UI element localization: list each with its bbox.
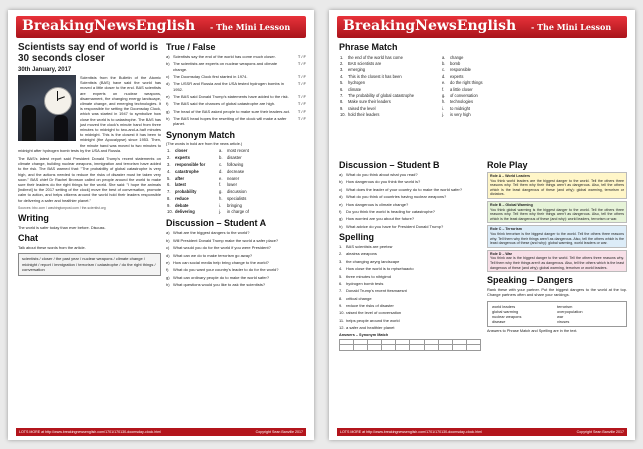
- discussion-question: [166, 230, 306, 235]
- question-letter: e): [166, 259, 170, 265]
- brand-subtitle: - The Mini Lesson: [210, 22, 291, 32]
- phrase-start: the end of the world has come: [348, 54, 403, 60]
- true-false-choice: T / F: [297, 81, 306, 87]
- spelling-item: [339, 318, 481, 323]
- phrase-start: Make sure their leaders: [348, 99, 391, 105]
- phrase-start: This is the closest it has been: [348, 73, 402, 79]
- item-number: 7.: [339, 288, 343, 294]
- article-column: [18, 42, 161, 426]
- item-letter: h): [166, 116, 170, 122]
- phrase-end: of conversation: [450, 92, 478, 98]
- dangers-instruction: Rank these with your partner. Put the biggest dangers to the world at the top. Change partners often and share your rankings.: [487, 287, 627, 298]
- chat-intro: Talk about these words from the article.: [18, 245, 86, 251]
- answers-grid: [339, 339, 481, 352]
- item-number: 1.: [339, 243, 343, 249]
- question-letter: c): [166, 245, 170, 251]
- synonym-table: [166, 148, 306, 216]
- article-date: 30th January, 2017: [18, 67, 72, 73]
- article-paragraph: The BAS's latest report said President Donald Trump's recent statements on climate change, building nuclear weapons, immigration and terrorism have added to the risk. The BAS warned that: "The probability of global catastrophe is very high, and the actions needed to reduce the risks of disaster must be taken very soon." BAS chief Dr Rachel Bronson called on people around the world to make sure their leaders do the right things for the world. She said: "I hope the animals [indirect] to the 2017 setting of the clock] move the best of conversation, promote calm to action, and helps citizens around the world hold their leaders responsible for delivering a safer and healthier planet.": [18, 156, 161, 203]
- spelling-item: [339, 325, 481, 330]
- exercise-column: [166, 42, 306, 426]
- question-text: Do you think the world is heading for catastrophe?: [346, 208, 435, 214]
- question-letter: g): [166, 274, 170, 280]
- spelling-item: [339, 266, 481, 271]
- phrase-start: hydrogen: [348, 80, 366, 86]
- discussion-question: [339, 209, 481, 214]
- true-false-item: [166, 81, 306, 91]
- question-letter: e): [339, 201, 343, 207]
- item-text: The BAS head hopes the resetting of the clock will make a safer planet.: [173, 116, 287, 127]
- spelling-text: BAS scientists are peetxsr: [346, 243, 393, 249]
- item-letter: f): [166, 101, 169, 107]
- discussion-question: [166, 260, 306, 265]
- danger-item: disease: [492, 318, 506, 324]
- item-letter: b): [166, 61, 170, 67]
- row-letter: h.: [442, 99, 446, 105]
- row-number: 5.: [340, 80, 344, 86]
- role-title: Role A – World Leaders: [490, 174, 531, 178]
- item-text: The USSR and Russia and the USA tested hydrogen bombs in 1952.: [173, 81, 284, 92]
- phrase-start: hold their leaders: [348, 112, 380, 118]
- synonym-match-heading: Synonym Match: [166, 129, 236, 140]
- synonym-word: after: [175, 175, 185, 181]
- item-text: The scientists are experts on nuclear weapons and climate change.: [173, 61, 278, 72]
- true-false-choice: T / F: [297, 54, 306, 59]
- row-number: 6.: [340, 86, 344, 92]
- synonym-word: debate: [175, 202, 189, 208]
- brand-subtitle: - The Mini Lesson: [531, 22, 612, 32]
- question-letter: b): [339, 179, 343, 185]
- item-number: 2.: [339, 251, 343, 257]
- item-number: 3.: [339, 258, 343, 264]
- row-number: 7.: [167, 189, 171, 195]
- question-text: How dangerous do you think the world is?: [346, 179, 421, 185]
- row-number: 4.: [340, 73, 344, 79]
- true-false-choice: T / F: [297, 101, 306, 107]
- phrase-match-row: [339, 111, 627, 117]
- synonym-word: catastrophe: [175, 168, 199, 174]
- row-letter: d.: [442, 73, 446, 79]
- spelling-heading: Spelling: [339, 231, 375, 242]
- synonym-row: [166, 181, 306, 188]
- lesson-page-1: [8, 10, 314, 440]
- row-letter: g.: [219, 189, 223, 195]
- item-number: 10.: [339, 310, 345, 316]
- item-number: 8.: [339, 295, 343, 301]
- spelling-text: reduce the risks of disaster: [346, 303, 394, 309]
- row-number: 5.: [167, 175, 171, 181]
- doomsday-clock-icon: [44, 87, 72, 115]
- role-card: [487, 172, 627, 199]
- item-letter: d): [166, 81, 170, 87]
- spelling-item: [339, 288, 481, 293]
- chat-word-box: scientists / closer / the past year / nuclear weapons / climate change / midnight / report / immigration / terrorism / catastrophe / do the right things / conversation: [18, 253, 161, 275]
- danger-item: global warming: [492, 308, 519, 314]
- synonym-instruction: (The words in bold are from the news article.): [166, 141, 243, 146]
- phrase-end: is very high: [450, 112, 471, 118]
- spelling-text: three minutes to nihtgimd: [346, 273, 391, 279]
- question-letter: a): [339, 172, 343, 177]
- role-text: You think global warming is the biggest danger to the world. Tell the others three reasons why. Tell them why their things aren't as dangerous. Also, tell the others which is the least dangerous of these (and why): world leaders, terrorism or war.: [490, 207, 624, 221]
- synonym-row: [166, 161, 306, 168]
- synonym-word: experts: [175, 155, 190, 161]
- row-number: 6.: [167, 182, 171, 188]
- row-number: 9.: [340, 105, 344, 111]
- lesson-page-2: [329, 10, 635, 440]
- spelling-text: hydrogen bomb tests: [346, 280, 384, 286]
- phrase-match-section: [339, 42, 627, 148]
- dangers-box: [487, 301, 627, 327]
- role-card: [487, 250, 627, 272]
- item-number: 6.: [339, 280, 343, 286]
- role-cards: [487, 172, 627, 272]
- phrase-start: raised the level: [348, 105, 376, 111]
- spelling-text: How close the world is to rrptsehaacto: [346, 266, 414, 272]
- question-text: What can ordinary people do to make the world safer?: [173, 274, 270, 280]
- danger-item: terrorism: [557, 303, 573, 309]
- spelling-item: [339, 303, 481, 308]
- row-letter: c.: [219, 162, 223, 167]
- synonym-option: nearer: [227, 175, 240, 181]
- dangers-footer: Answers to Phrase Match and Spelling are in the text.: [487, 328, 578, 333]
- spelling-item: [339, 310, 481, 315]
- row-letter: b.: [219, 155, 223, 161]
- spelling-text: the changing aeyrg landscape: [346, 258, 400, 264]
- discussion-question: [166, 275, 306, 280]
- question-text: How can social media help bring change to the world?: [173, 259, 269, 265]
- phrase-end: bomb: [450, 61, 461, 67]
- synonym-word: reduce: [175, 195, 189, 201]
- discussion-a-list: [166, 230, 306, 287]
- danger-item: nuclear weapons: [492, 313, 522, 319]
- question-letter: d): [166, 252, 170, 258]
- phrase-match-heading: Phrase Match: [339, 42, 398, 52]
- question-text: What can we do to make terrorism go away?: [173, 252, 253, 258]
- question-text: What do you think of countries having nuclear weapons?: [346, 194, 447, 200]
- row-number: 10.: [340, 112, 346, 118]
- synonym-row: [166, 175, 306, 182]
- spelling-item: [339, 296, 481, 301]
- danger-item: war: [557, 313, 564, 319]
- footer-copyright: Copyright Sean Banville 2017: [255, 430, 303, 434]
- spelling-text: Donald Trump's recent ttesmaesnt: [346, 288, 407, 294]
- true-false-choice: T / F: [297, 73, 306, 79]
- row-letter: j.: [442, 112, 445, 118]
- item-text: The BAS said the chances of global catastrophe are high.: [173, 101, 276, 107]
- phrase-end: to midnight: [450, 105, 471, 111]
- discussion-question: [339, 194, 481, 199]
- row-letter: e.: [219, 175, 223, 181]
- synonym-row: [166, 188, 306, 195]
- row-number: 8.: [340, 99, 344, 105]
- item-text: Scientists say the end of the world has come much closer.: [173, 54, 276, 59]
- item-text: The BAS said Donald Trump's statements have added to the risk.: [173, 93, 289, 99]
- item-letter: a): [166, 54, 170, 59]
- danger-item: overpopulation: [557, 308, 583, 314]
- synonym-row: [166, 202, 306, 209]
- role-title: Role B – Global Warming: [490, 202, 533, 207]
- true-false-choice: T / F: [297, 116, 306, 122]
- synonym-row: [166, 154, 306, 161]
- phrase-end: responsible: [450, 67, 471, 73]
- discussion-question: [166, 267, 306, 272]
- synonym-word: closer: [175, 148, 188, 154]
- true-false-choice: T / F: [297, 61, 306, 67]
- spelling-text: raised the level of conversation: [346, 310, 402, 316]
- spelling-text: critical change: [346, 295, 372, 301]
- true-false-choice: T / F: [297, 93, 306, 99]
- role-card: [487, 201, 627, 223]
- spelling-text: aleairss weapons: [346, 251, 377, 257]
- true-false-heading: True / False: [166, 42, 216, 52]
- chat-heading: Chat: [18, 233, 38, 244]
- synonym-row: [166, 168, 306, 175]
- synonym-option: disaster: [227, 155, 242, 161]
- item-number: 12.: [339, 325, 345, 331]
- spelling-text: a safer and healthier planet: [346, 325, 395, 331]
- item-text: The head of the BAS asked people to make sure their leaders act.: [173, 108, 290, 114]
- row-letter: e.: [442, 80, 446, 86]
- discussion-question: [166, 253, 306, 258]
- footer-link[interactable]: LOTS MORE at http://www.breakingnewsenglish.com/1701/170130-doomsday-clock.html: [19, 430, 162, 434]
- danger-item: viruses: [557, 318, 570, 324]
- synonym-option: discussion: [227, 189, 247, 195]
- row-letter: i.: [219, 202, 222, 208]
- question-text: Will President Donald Trump make the world a safer place?: [173, 237, 279, 243]
- brand-title: BreakingNewsEnglish: [22, 18, 196, 34]
- item-number: 4.: [339, 266, 343, 272]
- synonym-word: responsible for: [175, 162, 206, 167]
- spelling-item: [339, 281, 481, 286]
- role-title: Role D – War: [490, 251, 513, 256]
- row-letter: a.: [219, 148, 223, 154]
- phrase-end: a little closer: [450, 86, 473, 92]
- question-letter: b): [166, 237, 170, 243]
- question-letter: h): [339, 223, 343, 229]
- discussion-question: [339, 172, 481, 177]
- discussion-question: [166, 238, 306, 243]
- phrase-end: technologies: [450, 99, 473, 105]
- row-number: 2.: [340, 61, 344, 67]
- row-number: 3.: [167, 162, 171, 167]
- synonym-word: delivering: [175, 209, 195, 215]
- phrase-start: climate: [348, 86, 361, 92]
- article-photo: [18, 75, 76, 141]
- role-text: You think terrorism is the biggest danger to the world. Tell the others three reasons why. Tell them why their things aren't as dangerous. Also, tell the others which is the least dangerous of these (and why): global warming, world leaders or war.: [490, 231, 624, 246]
- phrase-start: emerging: [348, 67, 366, 73]
- row-number: 7.: [340, 92, 344, 98]
- footer-link[interactable]: LOTS MORE at http://www.breakingnewsenglish.com/1701/170130-doomsday-clock.html: [340, 430, 483, 434]
- row-letter: f.: [442, 86, 445, 92]
- question-text: What do you think about what you read?: [346, 172, 418, 177]
- synonym-option: specialists: [227, 195, 247, 201]
- item-number: 5.: [339, 273, 343, 279]
- synonym-row: [166, 195, 306, 202]
- phrase-match-table: [339, 54, 627, 118]
- item-number: 11.: [339, 317, 345, 323]
- row-number: 10.: [167, 209, 173, 215]
- row-number: 1.: [340, 54, 344, 60]
- true-false-item: [166, 54, 306, 59]
- page-footer: [337, 428, 627, 436]
- row-letter: f.: [219, 182, 222, 188]
- discussion-question: [166, 245, 306, 250]
- discussion-b-heading: Discussion – Student B: [339, 160, 440, 170]
- spelling-item: [339, 274, 481, 279]
- question-text: What does the leader of your country do to make the world safer?: [346, 186, 463, 192]
- role-card: [487, 225, 627, 247]
- synonym-option: following: [227, 162, 244, 167]
- row-number: 3.: [340, 67, 344, 73]
- discussion-question: [339, 179, 481, 184]
- banner: [337, 16, 627, 38]
- synonym-option: bringing: [227, 202, 242, 208]
- footer-copyright: Copyright Sean Banville 2017: [576, 430, 624, 434]
- banner: [16, 16, 306, 38]
- writing-heading: Writing: [18, 212, 49, 223]
- danger-item: world leaders: [492, 303, 516, 309]
- spelling-list: [339, 244, 481, 331]
- true-false-item: [166, 109, 306, 114]
- role-text: You think world leaders are the biggest danger to the world. Tell the others three reasons why. Tell them why their things aren't as dangerous. Also, tell the others which is the least dangerous of these (and why): global warming, terrorism or dictators.: [490, 178, 624, 197]
- phrase-end: experts: [450, 73, 464, 79]
- true-false-item: [166, 94, 306, 99]
- true-false-item: [166, 61, 306, 71]
- discussion-a-heading: Discussion – Student A: [166, 218, 267, 229]
- phrase-end: do the right things: [450, 80, 483, 86]
- synonym-row: [166, 148, 306, 155]
- answers-label: Answers – Synonym Match: [339, 332, 389, 337]
- question-text: What do you want your country's leader to do for the world?: [173, 267, 279, 273]
- row-letter: b.: [442, 61, 446, 67]
- true-false-list: [166, 54, 306, 127]
- row-number: 8.: [167, 195, 171, 201]
- question-text: What would you do for the world if you were President?: [173, 245, 271, 251]
- right-left-column: [339, 160, 481, 428]
- person-silhouette: [22, 105, 36, 141]
- spelling-text: helps people around the world: [346, 317, 400, 323]
- spelling-item: [339, 259, 481, 264]
- row-number: 9.: [167, 202, 171, 208]
- item-letter: e): [166, 93, 170, 99]
- question-letter: h): [166, 282, 170, 288]
- question-letter: f): [339, 208, 342, 214]
- row-number: 4.: [167, 168, 171, 174]
- synonym-option: in charge of: [227, 209, 249, 215]
- phrase-start: BAS scientists are: [348, 61, 382, 67]
- synonym-option: decrease: [227, 168, 245, 174]
- article-title: Scientists say end of world is 30 seconds closer: [18, 42, 159, 64]
- row-number: 2.: [167, 155, 171, 161]
- question-letter: d): [339, 194, 343, 200]
- question-text: What are the biggest dangers to the world?: [173, 230, 250, 236]
- item-number: 9.: [339, 303, 343, 309]
- synonym-word: probability: [175, 189, 197, 195]
- question-text: How dangerous is climate change?: [346, 201, 409, 207]
- phrase-end: change: [450, 54, 464, 60]
- synonym-word: latest: [175, 182, 186, 188]
- discussion-question: [339, 216, 481, 221]
- item-text: The Doomsday Clock first started in 1974.: [173, 73, 248, 79]
- row-letter: d.: [219, 168, 223, 174]
- question-letter: f): [166, 267, 169, 273]
- discussion-question: [339, 202, 481, 207]
- person-silhouette: [54, 115, 68, 141]
- row-letter: h.: [219, 195, 223, 201]
- row-number: 1.: [167, 148, 171, 154]
- row-letter: j.: [219, 209, 222, 215]
- discussion-question: [339, 187, 481, 192]
- dangers-heading: Speaking – Dangers: [487, 275, 574, 286]
- brand-title: BreakingNewsEnglish: [343, 18, 517, 34]
- writing-prompt: The world is safer today than ever before. Discuss.: [18, 224, 106, 230]
- article-sources: Sources: bbc.com / washingtonpost.com / the-scientist.org: [18, 205, 106, 210]
- true-false-item: [166, 116, 306, 126]
- question-letter: c): [339, 186, 343, 192]
- synonym-option: lower: [227, 182, 238, 188]
- spelling-item: [339, 244, 481, 249]
- row-letter: g.: [442, 92, 446, 98]
- page-footer: [16, 428, 306, 436]
- synonym-option: most recent: [227, 148, 249, 154]
- row-letter: c.: [442, 67, 446, 73]
- role-title: Role C – Terrorism: [490, 227, 522, 232]
- question-letter: g): [339, 216, 343, 222]
- true-false-choice: T / F: [297, 108, 306, 114]
- role-text: You think war is the biggest danger to the world. Tell the others three reasons why. Tell them why their things aren't as dangerous. Also, tell the others which is the least dangerous of these (and why): global warming, terrorism or world leaders.: [490, 256, 624, 270]
- true-false-item: [166, 101, 306, 106]
- question-text: What questions would you like to ask the scientists?: [173, 282, 266, 288]
- row-letter: i.: [442, 105, 445, 111]
- phrase-start: The probability of global catastrophe: [348, 92, 414, 98]
- discussion-b-list: [339, 172, 481, 229]
- question-text: How worried are you about the future?: [346, 216, 415, 222]
- question-letter: a): [166, 230, 170, 236]
- item-letter: g): [166, 108, 170, 114]
- discussion-question: [339, 224, 481, 229]
- question-text: What advice do you have for President Donald Trump?: [346, 223, 444, 229]
- row-letter: a.: [442, 54, 446, 60]
- right-right-column: [487, 160, 627, 428]
- true-false-item: [166, 74, 306, 79]
- item-letter: c): [166, 73, 170, 79]
- role-play-heading: Role Play: [487, 160, 528, 170]
- article-paragraph: Scientists from the Bulletin of the Atomic Scientists (BAS) have said the world has moved a little closer to the end. BAS scientists are experts on nuclear weapons, disarmament, the changing energy landscape, climate change, and emerging technologies. It is responsible for setting the Doomsday Clock, which was started in 1947 to symbolize how close the world is to catastrophe. The BAS has just moved the clock's minute hand from three minutes to midnight to two-and-a-half minutes to midnight. This is the closest it has been to midnight (the Apocalypse) since 1953. Then, the minute hand was moved to two minutes to midnight after hydrogen bomb tests by the USA and Russia.: [18, 75, 161, 153]
- spelling-item: [339, 251, 481, 256]
- discussion-question: [166, 282, 306, 287]
- synonym-row: [166, 209, 306, 216]
